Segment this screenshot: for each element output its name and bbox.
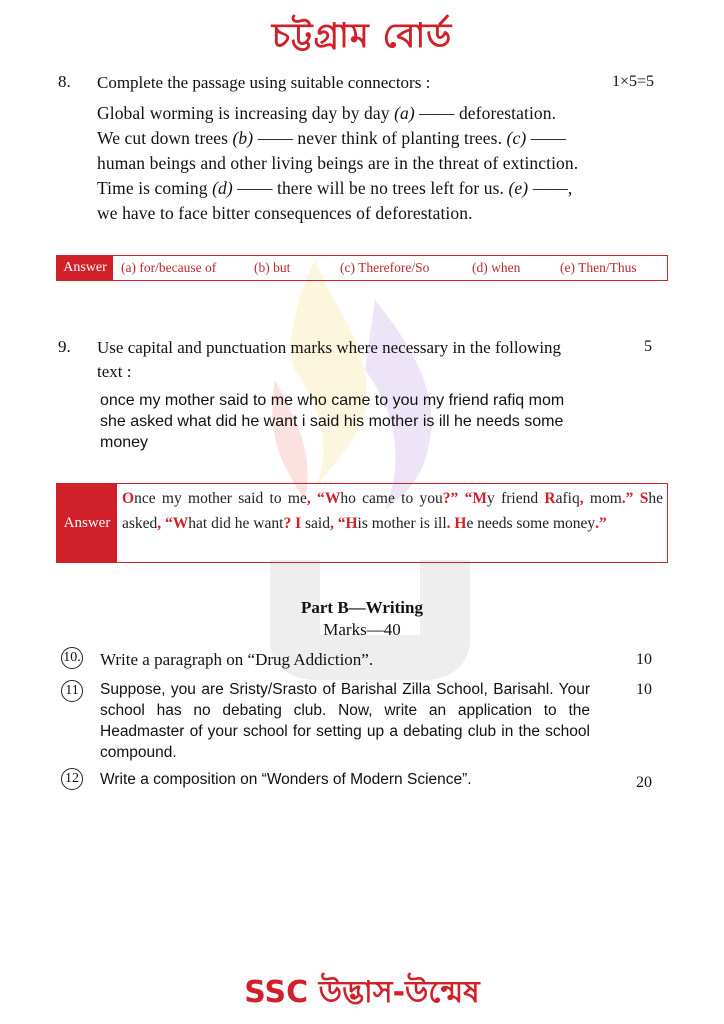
passage-line: human beings and other living beings are in the threat of extinction. — [97, 153, 579, 173]
question-marks: 10 — [636, 681, 652, 698]
passage — [97, 101, 617, 226]
section-title: Part B—Writing — [301, 598, 423, 617]
question-number-circle: 10. — [61, 647, 83, 669]
question-instruction — [97, 336, 617, 384]
instruction-line: text : — [97, 362, 132, 381]
instruction-line: Use capital and punctuation marks where necessary in the following — [97, 338, 562, 357]
question-text: Write a paragraph on “Drug Addiction”. — [100, 650, 374, 669]
answer-text: Once my mother said to me, “Who came to you?” “My friend Rafiq, mom.” She asked, “What did he want? I said, “His mother is ill. He needs some money.” — [122, 490, 663, 532]
passage-line: We cut down trees (b) —— never think of planting trees. (c) —— — [97, 128, 566, 148]
answer-option: (d) when — [472, 260, 521, 275]
answer-options — [113, 256, 667, 280]
question-marks: 1×5=5 — [612, 73, 655, 90]
footer-brand: SSC উদ্ভাস-উন্মেষ — [244, 975, 480, 1010]
question-text: Write a composition on “Wonders of Modern Science”. — [100, 771, 472, 788]
text-line: once my mother said to me who came to you my friend rafiq mom — [100, 392, 565, 409]
passage-line: we have to face bitter consequences of deforestation. — [97, 203, 473, 223]
question-number: 9. — [58, 337, 71, 356]
question-marks: 5 — [644, 338, 652, 355]
passage-line: Time is coming (d) —— there will be no trees left for us. (e) ——, — [97, 178, 573, 198]
question-number: 8. — [58, 72, 71, 91]
unpunctuated-text — [100, 390, 600, 453]
question-text: Suppose, you are Sristy/Srasto of Barishal Zilla School, Barisahl. Your school has no debating club. Now, write an application to the Headmaster of your school for setting up a debating club in the school compound. — [100, 681, 590, 761]
question-marks: 10 — [636, 651, 652, 668]
answer-box — [56, 483, 668, 563]
question-instruction: Complete the passage using suitable connectors : — [97, 73, 431, 92]
question-number-circle: 12 — [61, 768, 83, 790]
answer-option: (b) but — [254, 260, 291, 275]
answer-box — [56, 255, 668, 281]
section-marks: Marks—40 — [323, 620, 401, 639]
answer-option: (a) for/because of — [121, 260, 217, 275]
text-line: money — [100, 434, 149, 451]
passage-line: Global worming is increasing day by day (a) —— deforestation. — [97, 103, 557, 123]
answer-option: (c) Therefore/So — [340, 260, 430, 275]
question-number-circle: 11 — [61, 680, 83, 702]
board-title: চট্টগ্রাম বোর্ড — [271, 16, 453, 56]
answer-option: (e) Then/Thus — [560, 260, 637, 275]
answer-label: Answer — [57, 256, 113, 280]
text-line: she asked what did he want i said his mother is ill he needs some — [100, 413, 564, 430]
question-marks: 20 — [636, 774, 652, 791]
answer-label: Answer — [57, 484, 117, 562]
